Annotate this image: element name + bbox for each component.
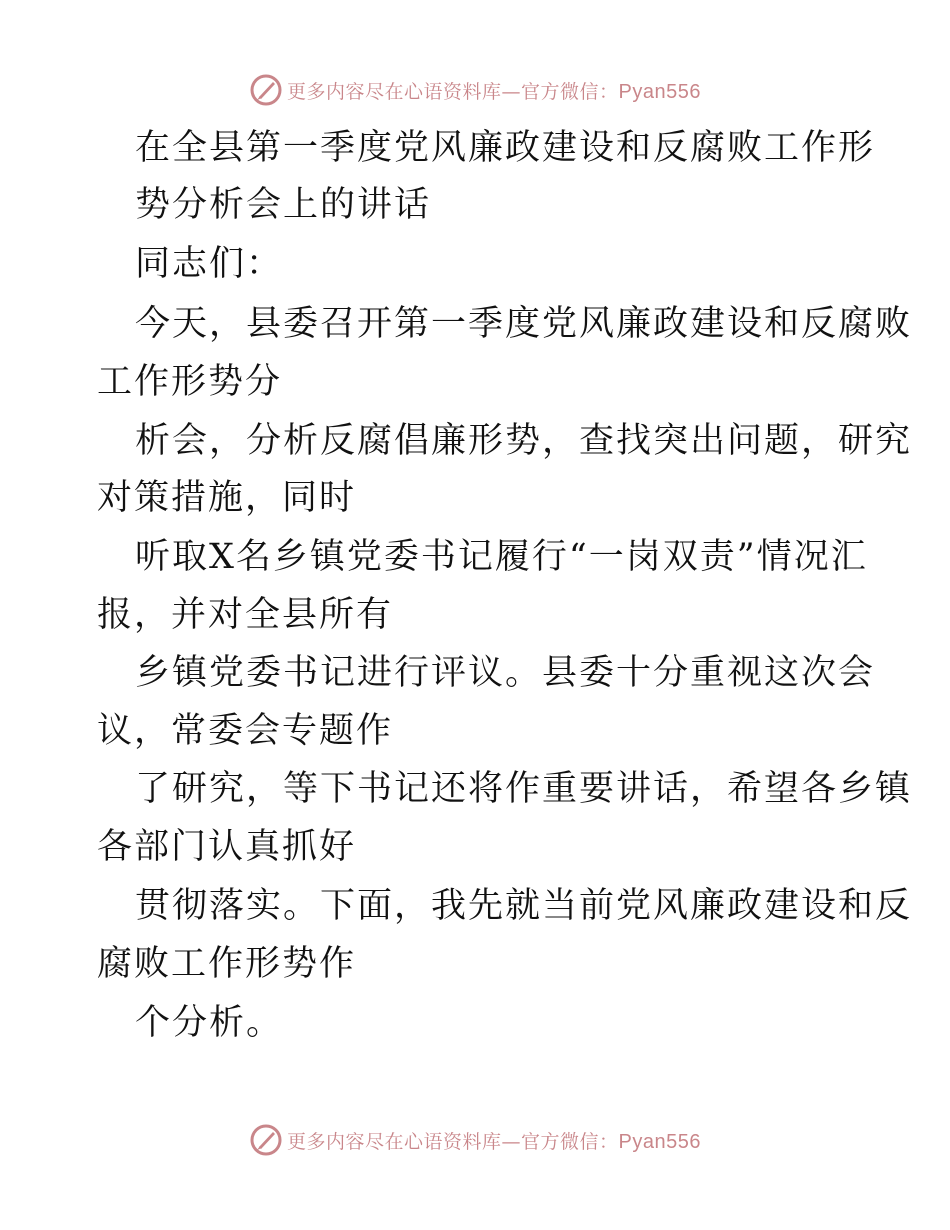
footer-watermark bbox=[0, 1120, 950, 1160]
body-line: 析会，分析反腐倡廉形势，查找突出问题，研究 bbox=[135, 421, 913, 461]
body-line: 对策措施，同时 bbox=[97, 478, 357, 518]
quill-logo-icon bbox=[249, 1123, 283, 1157]
body-line: 腐败工作形势作 bbox=[97, 944, 357, 984]
body-line: 贯彻落实。下面，我先就当前党风廉政建设和反 bbox=[135, 886, 913, 926]
body-line: 工作形势分 bbox=[97, 362, 283, 402]
body-line: 听取X名乡镇党委书记履行“一岗双责”情况汇 bbox=[135, 537, 868, 577]
body-line: 议，常委会专题作 bbox=[97, 711, 394, 751]
header-watermark bbox=[0, 70, 950, 110]
body-line: 乡镇党委书记进行评议。县委十分重视这次会 bbox=[135, 653, 876, 693]
body-line: 了研究，等下书记还将作重要讲话，希望各乡镇 bbox=[135, 769, 913, 809]
quill-logo-icon bbox=[249, 73, 283, 107]
watermark-wechat-id: Pyan556 bbox=[618, 1130, 701, 1153]
body-line: 各部门认真抓好 bbox=[97, 827, 357, 867]
body-line: 个分析。 bbox=[135, 1003, 284, 1043]
watermark-text: 更多内容尽在心语资料库—官方微信：Pyan556 bbox=[287, 1130, 701, 1153]
watermark-text: 更多内容尽在心语资料库—官方微信：Pyan556 bbox=[287, 80, 701, 103]
title-line-2: 势分析会上的讲话 bbox=[135, 185, 432, 225]
body-line: 报，并对全县所有 bbox=[97, 595, 394, 635]
body-line: 今天，县委召开第一季度党风廉政建设和反腐败 bbox=[135, 304, 913, 344]
salutation: 同志们： bbox=[135, 244, 284, 284]
title-line-1: 在全县第一季度党风廉政建设和反腐败工作形 bbox=[135, 128, 876, 168]
watermark-wechat-id: Pyan556 bbox=[618, 80, 701, 103]
